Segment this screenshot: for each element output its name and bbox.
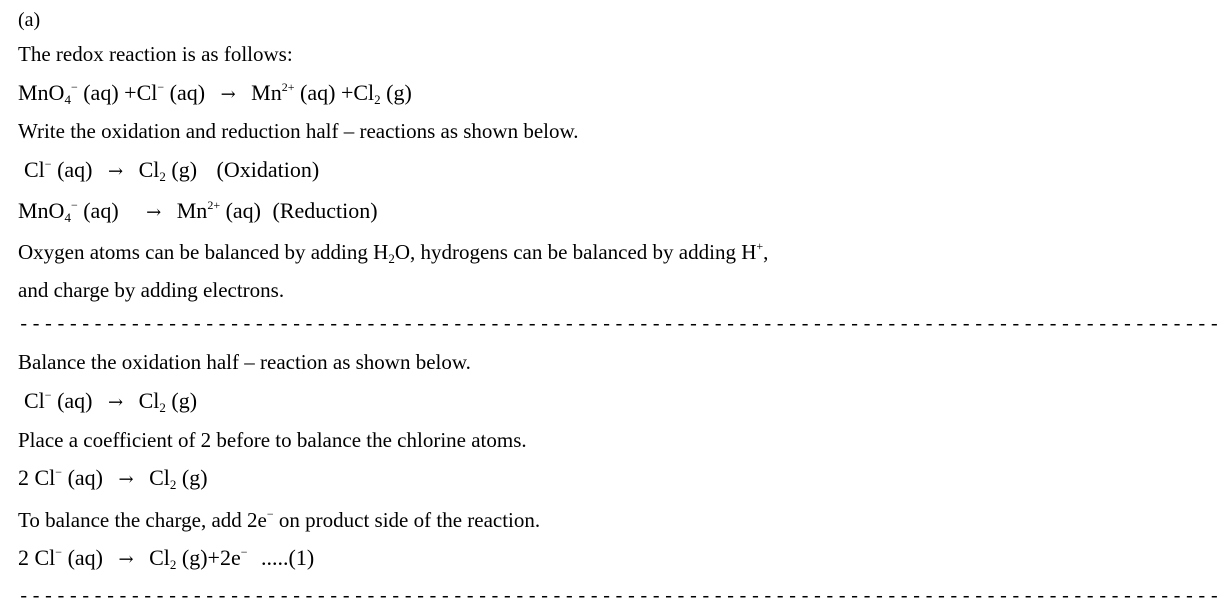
charge-balance-text: To balance the charge, add 2e− on product side of the reaction. <box>18 507 541 532</box>
mno4-formula: MnO$_4$− <box>18 80 78 107</box>
plus-sign: + <box>207 545 220 570</box>
state-g: (g) <box>181 465 208 490</box>
equation-reference: .....(1) <box>261 545 315 570</box>
chlorine-formula: $Cl_2$ <box>138 388 166 415</box>
chlorine-formula: $Cl_2$ <box>149 465 177 492</box>
chloride-formula: 2 Cl− <box>18 545 63 570</box>
state-aq: (aq) <box>67 465 103 490</box>
oxidation-label: (Oxidation) <box>216 157 320 182</box>
electrons: 2e− <box>219 545 248 570</box>
plus-sign: + <box>124 80 137 105</box>
state-g: (g) <box>181 545 208 570</box>
reaction-arrow: → <box>118 549 134 570</box>
state-aq: (aq) <box>169 80 206 105</box>
chlorine-formula: $Cl_2$ <box>149 545 177 572</box>
balance-oxidation-text: Balance the oxidation half – reaction as shown below. <box>18 350 471 374</box>
reduction-equation <box>18 198 378 225</box>
state-aq: (aq) <box>67 545 103 570</box>
reaction-arrow: → <box>118 469 134 490</box>
chloride-formula: Cl− <box>24 157 52 182</box>
balancing-rules-text: Oxygen atoms can be balanced by adding $H_2O$, hydrogens can be balanced by adding H+, <box>18 239 769 266</box>
oxidation-equation-4 <box>18 545 315 572</box>
reaction-arrow: → <box>220 84 236 105</box>
chloride-formula: Cl− <box>136 80 165 105</box>
state-aq: (aq) <box>300 80 336 105</box>
chloride-formula: 2 Cl− <box>18 465 63 490</box>
half-reactions-text: Write the oxidation and reduction half – reactions as shown below. <box>18 119 579 143</box>
state-g: (g) <box>171 157 198 182</box>
chlorine-formula: $Cl_2$ <box>353 80 381 107</box>
state-aq: (aq) <box>83 80 119 105</box>
reaction-arrow: → <box>108 161 124 182</box>
state-g: (g) <box>386 80 412 105</box>
state-aq: (aq) <box>57 157 93 182</box>
reaction-arrow: → <box>108 392 124 413</box>
state-aq: (aq) <box>225 198 262 223</box>
coefficient-text: Place a coefficient of 2 before to balance the chlorine atoms. <box>18 428 527 452</box>
oxidation-equation-2 <box>24 388 198 415</box>
part-label: (a) <box>18 9 41 31</box>
chloride-formula: Cl− <box>24 388 52 413</box>
separator-line: ------------------------------------------------------------------------------------------------- <box>18 586 1221 608</box>
main-equation <box>18 80 412 107</box>
chlorine-formula: $Cl_2$ <box>138 157 166 184</box>
intro-text: The redox reaction is as follows: <box>18 42 293 66</box>
oxidation-equation-3 <box>18 465 208 492</box>
state-aq: (aq) <box>57 388 93 413</box>
separator-line: ------------------------------------------------------------------------------------------------- <box>18 314 1221 336</box>
reduction-label: (Reduction) <box>272 198 378 223</box>
oxidation-equation <box>24 157 320 184</box>
state-g: (g) <box>171 388 198 413</box>
mn-ion-formula: $Mn^{2+}$ <box>176 198 221 223</box>
mno4-formula: MnO$_4$− <box>18 198 78 225</box>
mn-ion-formula: $Mn^{2+}$ <box>251 80 295 105</box>
plus-sign: + <box>340 80 354 105</box>
state-aq: (aq) <box>83 198 119 223</box>
reaction-arrow: → <box>146 202 162 223</box>
balancing-rules-text-cont: and charge by adding electrons. <box>18 278 285 302</box>
